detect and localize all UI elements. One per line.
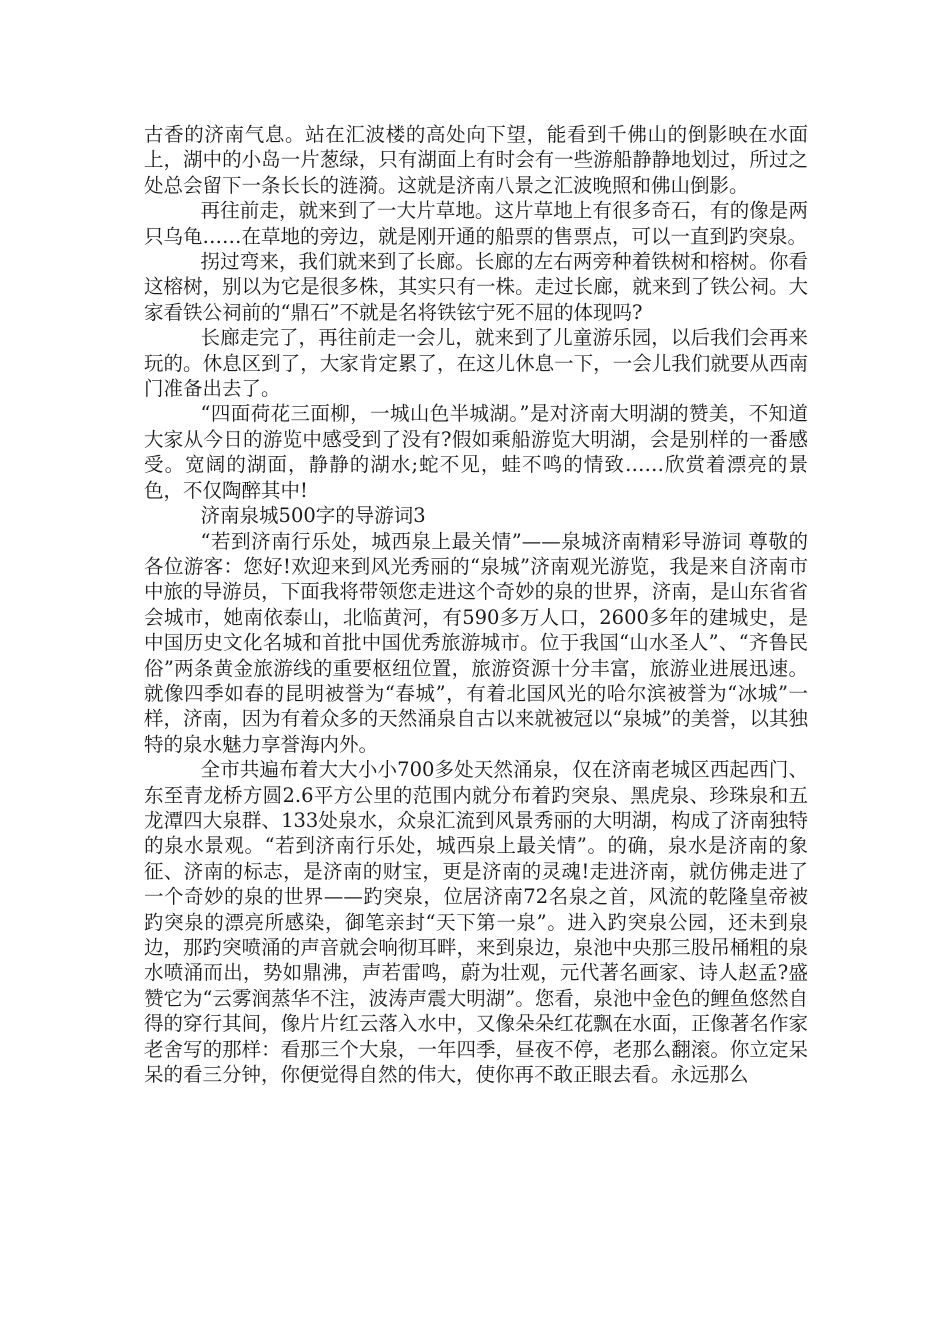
paragraph-spring-city-intro: “若到济南行乐处，城西泉上最关情”——泉城济南精彩导游词 尊敬的各位游客：您好!欢迎来到风光秀丽的“泉城”济南观光游览，我是来自济南市中旅的导游员，下面我将带领您走进这个奇妙的泉的世界，济南，是山东省省会城市，她南依泰山，北临黄河，有590多万人口，2600多年的建城史，是中国历史文化名城和首批中国优秀旅游城市。位于我国“山水圣人”、“齐鲁民俗”两条黄金旅游线的重要枢纽位置，旅游资源十分丰富，旅游业进展迅速。就像四季如春的昆明被誉为“春城”，有着北国风光的哈尔滨被誉为“冰城”一样，济南，因为有着众多的天然涌泉自古以来就被冠以“泉城”的美誉，以其独特的泉水魅力享誉海内外。 — [144, 529, 808, 756]
paragraph-huibo-tower: 古香的济南气息。站在汇波楼的高处向下望，能看到千佛山的倒影映在水面上，湖中的小岛一片葱绿，只有湖面上有时会有一些游船静静地划过，所过之处总会留下一条长长的涟漪。这就是济南八景之汇波晚照和佛山倒影。 — [144, 123, 808, 197]
paragraph-daming-lake: “四面荷花三面柳，一城山色半城湖。”是对济南大明湖的赞美，不知道大家从今日的游览中感受到了没有?假如乘船游览大明湖，会是别样的一番感受。宽阔的湖面，静静的湖水;蛇不见，蛙不鸣的情致……欣赏着漂亮的景色，不仅陶醉其中! — [144, 402, 808, 502]
paragraph-corridor: 拐过弯来，我们就来到了长廊。长廊的左右两旁种着铁树和榕树。你看这榕树，别以为它是很多株，其实只有一株。走过长廊，就来到了铁公祠。大家看铁公祠前的“鼎石”不就是名将铁铉宁死不屈的体现吗? — [144, 250, 808, 324]
paragraph-playground: 长廊走完了，再往前走一会儿，就来到了儿童游乐园，以后我们会再来玩的。休息区到了，大家肯定累了，在这儿休息一下，一会儿我们就要从西南门准备出去了。 — [144, 326, 808, 401]
paragraph-baotu-spring: 全市共遍布着大大小小700多处天然涌泉，仅在济南老城区西起西门、东至青龙桥方圆2.6平方公里的范围内就分布着趵突泉、黑虎泉、珍珠泉和五龙潭四大泉群、133处泉水，众泉汇流到风景秀丽的大明湖，构成了济南独特的泉水景观。“若到济南行乐处，城西泉上最关情”。的确，泉水是济南的象征、济南的标志，是济南的财宝，更是济南的灵魂!走进济南，就仿佛走进了一个奇妙的泉的世界——趵突泉，位居济南72名泉之首，风流的乾隆皇帝被趵突泉的漂亮所感染，御笔亲封“天下第一泉”。进入趵突泉公园，还未到泉边，那趵突喷涌的声音就会响彻耳畔，来到泉边，泉池中央那三股吊桶粗的泉水喷涌而出，势如鼎沸，声若雷鸣，蔚为壮观，元代著名画家、诗人赵孟?盛赞它为“云雾润蒸华不注，波涛声震大明湖”。您看，泉池中金色的鲤鱼悠然自得的穿行其间，像片片红云落入水中，又像朵朵红花飘在水面，正像著名作家老舍写的那样：看那三个大泉，一年四季，昼夜不停，老那么翻滚。你立定呆呆的看三分钟，你便觉得自然的伟大，使你再不敢正眼去看。永远那么 — [144, 758, 808, 1087]
paragraph-grassland: 再往前走，就来到了一大片草地。这片草地上有很多奇石，有的像是两只乌龟……在草地的旁边，就是刚开通的船票的售票点，可以一直到趵突泉。 — [144, 199, 808, 248]
document-page — [144, 122, 808, 1087]
section-heading: 济南泉城500字的导游词3 — [200, 504, 426, 528]
